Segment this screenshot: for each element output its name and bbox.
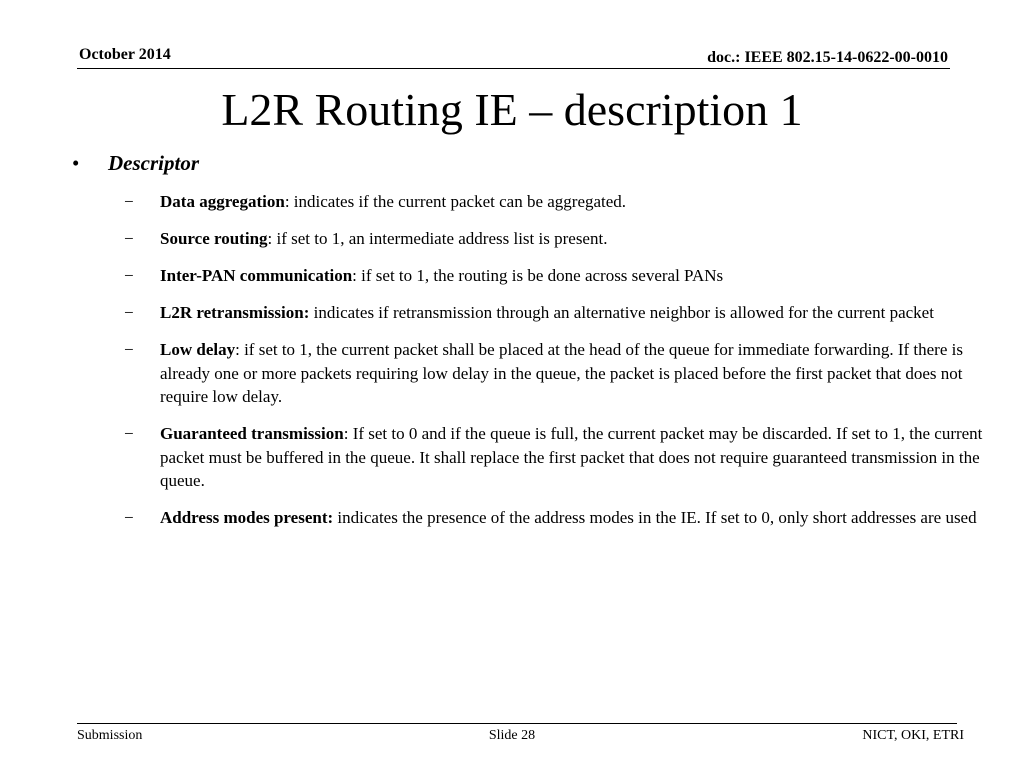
- list-item: [124, 301, 1004, 325]
- footer-submission: Submission: [77, 728, 143, 743]
- list-item: [124, 422, 1004, 493]
- list-item: [124, 264, 1004, 288]
- item-term: L2R retransmission:: [160, 303, 310, 322]
- item-term: Address modes present:: [160, 508, 334, 527]
- item-text: [160, 506, 1004, 530]
- header-date: October 2014: [79, 46, 171, 63]
- footer-divider: [77, 723, 957, 724]
- footer-slide-number: Slide 28: [488, 728, 536, 743]
- item-term: Guaranteed transmission: [160, 424, 344, 443]
- item-term: Low delay: [160, 340, 236, 359]
- bullet-symbol: •: [72, 151, 80, 175]
- item-description: : if set to 1, an intermediate address list is present.: [267, 229, 608, 248]
- item-description: : If set to 0 and if the queue is full, the current packet may be discarded. If set to 1, the current packet must be buffered in the queue. It shall replace the first packet that does not require guaranteed transmission in the queue.: [160, 424, 983, 490]
- item-text: [160, 227, 1004, 251]
- list-item: [124, 506, 1004, 530]
- slide-title: L2R Routing IE – description 1: [221, 84, 803, 135]
- header-doc-id: doc.: IEEE 802.15-14-0622-00-0010: [707, 49, 948, 66]
- dash-marker: −: [124, 508, 134, 527]
- dash-marker: −: [124, 192, 134, 211]
- dash-marker: −: [124, 424, 134, 443]
- item-description: indicates if retransmission through an alternative neighbor is allowed for the current packet: [309, 303, 934, 322]
- item-description: : indicates if the current packet can be aggregated.: [284, 192, 627, 211]
- item-text: [160, 301, 1004, 325]
- item-description: : if set to 1, the current packet shall be placed at the head of the queue for immediate forwarding. If there is already one or more packets requiring low delay in the queue, the packet is placed before the first packet that does not require low delay.: [160, 340, 963, 406]
- dash-marker: −: [124, 229, 134, 248]
- bullet-label: Descriptor: [108, 151, 199, 175]
- item-description: indicates the presence of the address modes in the IE. If set to 0, only short addresses are used: [333, 508, 977, 527]
- bullet-descriptor: [72, 149, 199, 177]
- item-term: Data aggregation: [160, 192, 285, 211]
- dash-marker: −: [124, 266, 134, 285]
- item-description: : if set to 1, the routing is be done across several PANs: [352, 266, 724, 285]
- dash-marker: −: [124, 340, 134, 359]
- list-item: [124, 227, 1004, 251]
- dash-marker: −: [124, 303, 134, 322]
- footer-authors: NICT, OKI, ETRI: [862, 728, 964, 743]
- descriptor-list: [124, 190, 1004, 543]
- item-text: [160, 190, 1004, 214]
- item-term: Inter-PAN communication: [160, 266, 353, 285]
- item-text: [160, 338, 1004, 409]
- item-text: [160, 264, 1004, 288]
- list-item: [124, 190, 1004, 214]
- item-term: Source routing: [160, 229, 268, 248]
- header-divider: [77, 68, 950, 69]
- list-item: [124, 338, 1004, 409]
- item-text: [160, 422, 1004, 493]
